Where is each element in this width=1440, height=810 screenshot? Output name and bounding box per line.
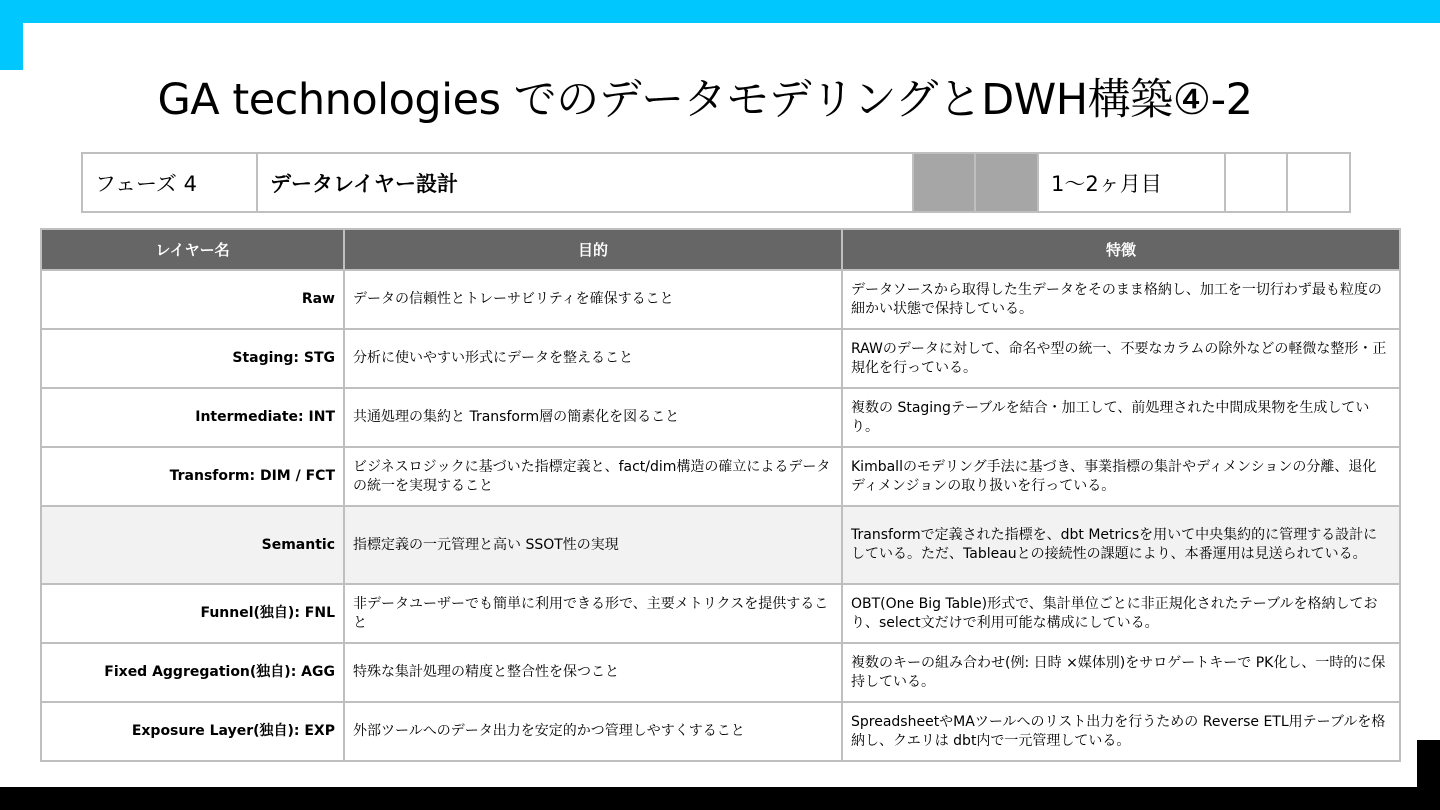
phase-row (82, 153, 1350, 212)
layer-name: Raw (41, 270, 344, 329)
phase-table (81, 152, 1351, 213)
table-row (41, 388, 1400, 447)
layer-name: Intermediate: INT (41, 388, 344, 447)
phase-gantt-cell-2 (975, 153, 1038, 212)
phase-gantt-cell-3 (1225, 153, 1287, 212)
layer-purpose: 特殊な集計処理の精度と整合性を保つこと (344, 643, 842, 702)
layer-purpose: 分析に使いやすい形式にデータを整えること (344, 329, 842, 388)
footer-bar (0, 787, 1440, 810)
layer-feature: データソースから取得した生データをそのまま格納し、加工を一切行わず最も粒度の細かい状態で保持している。 (842, 270, 1400, 329)
table-row (41, 270, 1400, 329)
footer-corner-block (1417, 740, 1440, 787)
layer-table (40, 228, 1401, 762)
layer-feature: RAWのデータに対して、命名や型の統一、不要なカラムの除外などの軽微な整形・正規化を行っている。 (842, 329, 1400, 388)
layer-name: Fixed Aggregation(独自): AGG (41, 643, 344, 702)
layer-feature: SpreadsheetやMAツールへのリスト出力を行うための Reverse ETL用テーブルを格納し、クエリは dbt内で一元管理している。 (842, 702, 1400, 761)
layer-name: Semantic (41, 506, 344, 584)
accent-corner-block (0, 23, 23, 70)
layer-name: Exposure Layer(独自): EXP (41, 702, 344, 761)
table-row (41, 643, 1400, 702)
header-layer-name: レイヤー名 (41, 229, 344, 270)
layer-name: Staging: STG (41, 329, 344, 388)
phase-gantt-cell-4 (1287, 153, 1350, 212)
layer-feature: Kimballのモデリング手法に基づき、事業指標の集計やディメンションの分離、退化ディメンジョンの取り扱いを行っている。 (842, 447, 1400, 506)
slide-title: GA technologies でのデータモデリングとDWH構築④-2 (157, 75, 1253, 125)
table-row (41, 447, 1400, 506)
layer-purpose: 指標定義の一元管理と高い SSOT性の実現 (344, 506, 842, 584)
phase-name: データレイヤー設計 (257, 153, 913, 212)
layer-feature: OBT(One Big Table)形式で、集計単位ごとに非正規化されたテーブルを格納しており、select文だけで利用可能な構成にしている。 (842, 584, 1400, 643)
layer-purpose: 共通処理の集約と Transform層の簡素化を図ること (344, 388, 842, 447)
layer-feature: 複数のキーの組み合わせ(例: 日時 ×媒体別)をサロゲートキーで PK化し、一時的に保持している。 (842, 643, 1400, 702)
table-row (41, 506, 1400, 584)
layer-purpose: 非データユーザーでも簡単に利用できる形で、主要メトリクスを提供すること (344, 584, 842, 643)
phase-duration: 1〜2ヶ月目 (1038, 153, 1225, 212)
layer-purpose: データの信頼性とトレーサビリティを確保すること (344, 270, 842, 329)
table-row (41, 329, 1400, 388)
header-purpose: 目的 (344, 229, 842, 270)
layer-name: Transform: DIM / FCT (41, 447, 344, 506)
layer-feature: Transformで定義された指標を、dbt Metricsを用いて中央集約的に管理する設計にしている。ただ、Tableauとの接続性の課題により、本番運用は見送られている。 (842, 506, 1400, 584)
layer-purpose: ビジネスロジックに基づいた指標定義と、fact/dim構造の確立によるデータの統一を実現すること (344, 447, 842, 506)
table-row (41, 702, 1400, 761)
header-feature: 特徴 (842, 229, 1400, 270)
accent-top-bar (0, 0, 1440, 23)
phase-gantt-cell-1 (913, 153, 975, 212)
table-row (41, 584, 1400, 643)
layer-purpose: 外部ツールへのデータ出力を安定的かつ管理しやすくすること (344, 702, 842, 761)
layer-feature: 複数の Stagingテーブルを結合・加工して、前処理された中間成果物を生成していり。 (842, 388, 1400, 447)
table-header-row (41, 229, 1400, 270)
phase-label: フェーズ 4 (82, 153, 257, 212)
layer-name: Funnel(独自): FNL (41, 584, 344, 643)
